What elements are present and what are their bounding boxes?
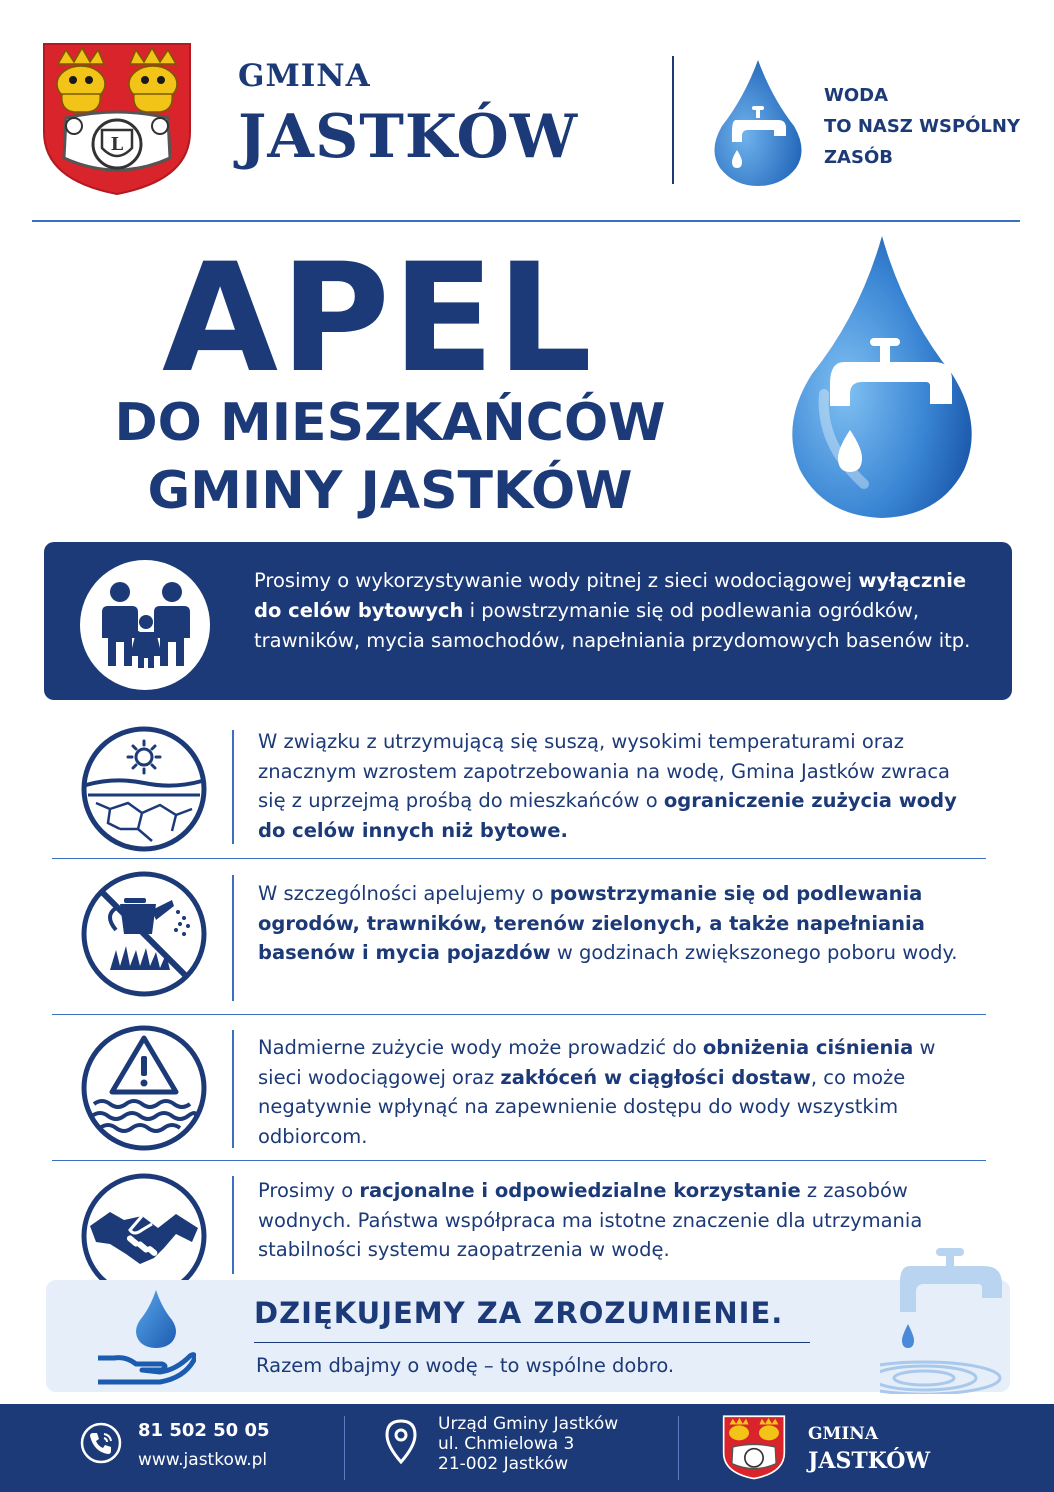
row-2-divider: [232, 875, 234, 1001]
header-gmina-label: GMINA: [238, 58, 371, 94]
phone-icon: [80, 1422, 122, 1464]
footer-office: Urząd Gminy Jastków: [438, 1414, 619, 1434]
thanks-title: DZIĘKUJEMY ZA ZROZUMIENIE.: [254, 1296, 784, 1330]
family-icon-badge: [80, 560, 210, 690]
row-3-text-c: , co może negatywnie wpłynąć na zapewnienie dostępu do wody wszystkim odbiorcom.: [258, 1065, 906, 1148]
drought-icon: [80, 725, 208, 853]
water-drop-icon: [712, 58, 804, 188]
slogan-line-2: TO NASZ WSPÓLNY: [824, 116, 1021, 137]
thanks-subtitle: Razem dbajmy o wodę – to wspólne dobro.: [256, 1354, 675, 1377]
row-separator-1: [52, 858, 986, 859]
footer-divider-1: [344, 1416, 345, 1480]
svg-text:L: L: [110, 134, 124, 155]
footer-coat-of-arms-logo: [722, 1414, 786, 1480]
row-3-bold-a: obniżenia ciśnienia: [702, 1036, 914, 1059]
slogan-line-1: WODA: [824, 85, 889, 106]
intro-text: [254, 566, 994, 656]
no-watering-icon: [80, 870, 208, 998]
row-1-bold-a: ograniczenie zużycia wody do celów innych niż bytowe.: [258, 789, 957, 842]
intro-part-2: i powstrzymanie się od podlewania ogródków, trawników, mycia samochodów, napełniania przydomowych basenów itp.: [254, 599, 971, 652]
intro-part-1: Prosimy o wykorzystywanie wody pitnej z sieci wodociągowej: [254, 569, 853, 592]
thanks-rule: [254, 1342, 810, 1343]
row-3-divider: [232, 1030, 234, 1148]
water-drop-tap-icon: [784, 234, 980, 520]
coat-of-arms-logo: [40, 40, 194, 196]
row-4-text: [258, 1176, 978, 1265]
row-4-text-a: Prosimy o: [258, 1179, 360, 1202]
row-2-text: [258, 879, 978, 968]
row-separator-3: [52, 1160, 986, 1161]
row-2-text-b: w godzinach zwiększonego poboru wody.: [550, 941, 958, 964]
row-3-bold-b: zakłóceń w ciągłości dostaw: [500, 1065, 811, 1089]
page-title: APEL: [162, 232, 595, 406]
row-1-text-a: W związku z utrzymującą się suszą, wysokimi temperaturami oraz znacznym wzrostem zapotrzebowania na wodę, Gmina Jastków zwraca się z uprzejmą prośbą do mieszkańców o: [258, 730, 951, 812]
row-separator-2: [52, 1014, 986, 1015]
footer-divider-2: [678, 1416, 679, 1480]
family-icon: [80, 560, 210, 690]
footer-phone[interactable]: 81 502 50 05: [138, 1420, 270, 1441]
footer-street: ul. Chmielowa 3: [438, 1434, 575, 1454]
row-2-text-a: W szczególności apelujemy o: [258, 882, 550, 905]
footer-website[interactable]: www.jastkow.pl: [138, 1450, 268, 1470]
footer-postal: 21-002 Jastków: [438, 1454, 569, 1474]
header-slogan: [824, 80, 1020, 173]
slogan-line-3: ZASÓB: [824, 147, 893, 168]
row-4-divider: [232, 1176, 234, 1274]
header-divider: [672, 56, 674, 184]
row-3-text-a: Nadmierne zużycie wody może prowadzić do: [258, 1036, 703, 1059]
header-rule: [32, 220, 1020, 222]
footer-address: [438, 1414, 618, 1474]
row-2-bold-a: powstrzymanie się od podlewania ogrodów, trawników, terenów zielonych, a także napełniania basenów i mycia pojazdów: [258, 882, 925, 964]
title-line-2: GMINY JASTKÓW: [147, 461, 633, 521]
title-line-1: DO MIESZKAŃCÓW: [114, 393, 666, 453]
hand-drop-icon: [96, 1286, 196, 1386]
row-1-text: [258, 727, 978, 845]
warning-water-icon: [80, 1024, 208, 1152]
intro-bold-1: wyłącznie do celów bytowych: [254, 569, 967, 622]
tap-ripple-icon: [880, 1244, 1030, 1394]
header-gmina-name: JASTKÓW: [238, 102, 579, 172]
row-4-bold-a: racjonalne i odpowiedzialne korzystanie: [359, 1179, 801, 1202]
location-pin-icon: [384, 1418, 418, 1468]
row-4-text-b: z zasobów wodnych. Państwa współpraca ma istotne znaczenie dla utrzymania stabilności systemu zaopatrzenia w wodę.: [258, 1179, 923, 1261]
footer-gmina-name: JASTKÓW: [808, 1448, 931, 1474]
row-3-text: [258, 1033, 978, 1151]
row-3-text-b: w sieci wodociągowej oraz: [258, 1036, 936, 1089]
footer-gmina-label: GMINA: [808, 1424, 879, 1444]
row-1-divider: [232, 730, 234, 844]
